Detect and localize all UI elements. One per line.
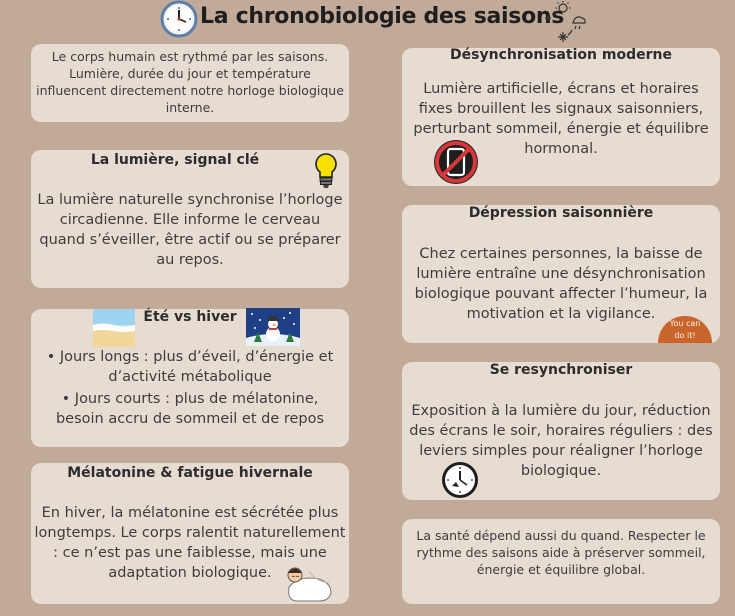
desync-title: Désynchronisation moderne	[450, 47, 672, 63]
clock-icon	[160, 0, 198, 38]
alarm-clock-icon	[440, 460, 480, 500]
ete-hiver-bullet-2: • Jours courts : plus de mélatonine, besoin accru de sommeil et de repos	[55, 391, 325, 427]
lightbulb-icon	[313, 152, 339, 190]
lumiere-card	[31, 150, 349, 288]
resync-card	[402, 362, 720, 500]
ete-hiver-card	[31, 309, 349, 447]
winter-snowman-icon	[246, 308, 300, 346]
depression-title: Dépression saisonnière	[468, 205, 654, 221]
desync-card	[402, 48, 720, 186]
melatonine-title: Mélatonine & fatigue hivernale	[67, 465, 313, 481]
melatonine-card	[31, 463, 349, 604]
ete-hiver-title: Été vs hiver	[143, 309, 237, 325]
page-header	[160, 0, 590, 38]
resync-title: Se resynchroniser	[489, 362, 633, 378]
badge-label-bottom: do it!	[674, 331, 696, 340]
conclusion-text: La santé dépend aussi du quand. Respecter le rythme des saisons aide à préserver sommeil, énergie et équilibre global.	[416, 528, 706, 577]
depression-text: Chez certaines personnes, la baisse de lumière entraîne une désynchronisation biologique pouvant affecter l’humeur, la motivation et la vigilance.	[414, 246, 708, 322]
intro-card	[31, 44, 349, 122]
intro-text: Le corps humain est rythmé par les saisons. Lumière, durée du jour et température influencent directement notre horloge biologique interne.	[36, 49, 344, 115]
lumiere-title: La lumière, signal clé	[90, 152, 260, 168]
seasons-cycle-icon	[538, 0, 588, 46]
you-can-do-it-badge	[656, 307, 714, 343]
badge-label-top: You can	[669, 319, 701, 328]
lumiere-text: La lumière naturelle synchronise l’horloge circadienne. Elle informe le cerveau quand s’éveiller, être actif ou se préparer au repos.	[37, 192, 343, 268]
no-phone-icon	[432, 138, 480, 186]
desync-text: Lumière artificielle, écrans et horaires fixes brouillent les signaux saisonniers, perturbant sommeil, énergie et équilibre hormonal.	[413, 81, 709, 157]
sleeping-person-icon	[281, 561, 335, 603]
page-title: La chronobiologie des saisons	[200, 4, 565, 29]
resync-text: Exposition à la lumière du jour, réduction des écrans le soir, horaires réguliers : des leviers simples pour réaligner l’horloge biologique.	[409, 403, 713, 479]
depression-card	[402, 205, 720, 343]
conclusion-card	[402, 519, 720, 604]
melatonine-text: En hiver, la mélatonine est sécrétée plus longtemps. Le corps ralentit naturellement : ce n’est pas une faiblesse, mais une adaptation biologique.	[34, 505, 346, 581]
ete-hiver-bullet-1: • Jours longs : plus d’éveil, d’énergie et d’activité métabolique	[46, 349, 334, 385]
